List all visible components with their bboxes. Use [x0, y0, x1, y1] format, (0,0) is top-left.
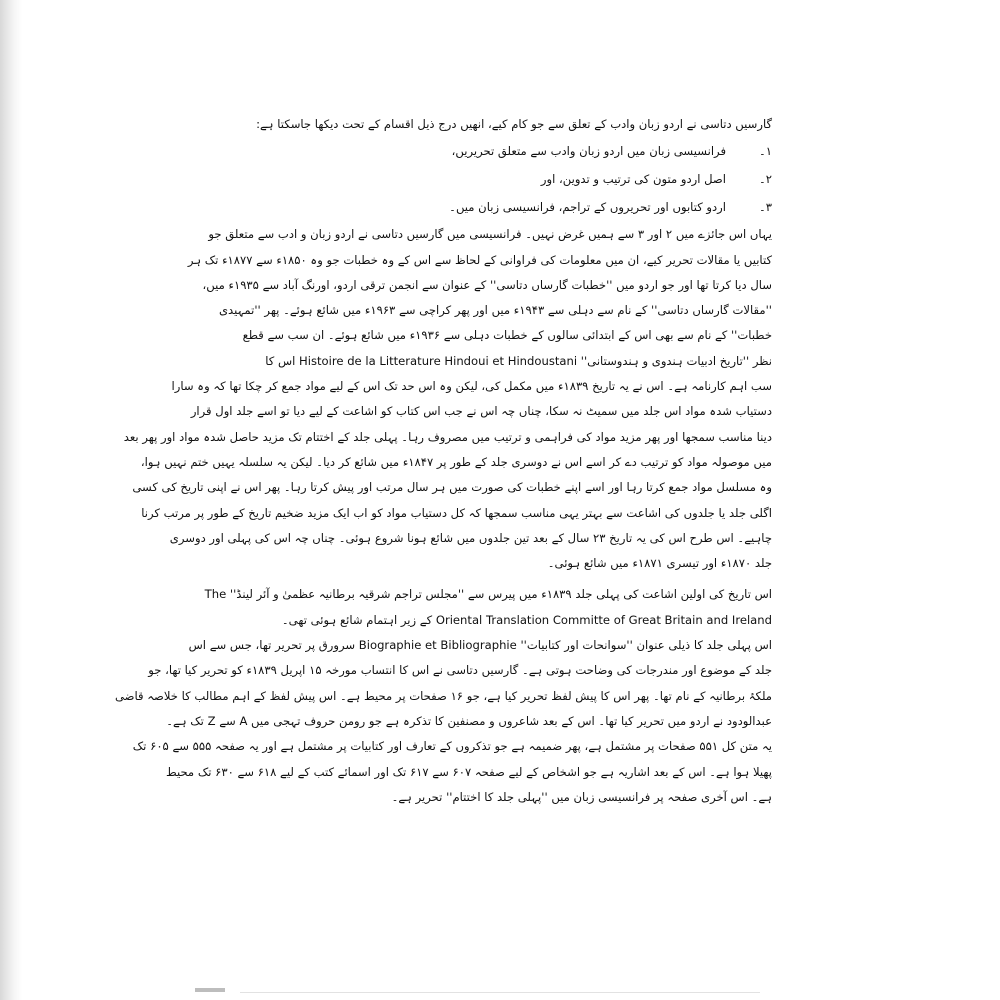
- list-number: ۲۔: [758, 172, 772, 187]
- list-item-text: اردو کتابوں اور تحریروں کے تراجم، فرانسیسی زبان میں۔: [449, 200, 726, 215]
- french-subtitle: Biographie et Bibliographie: [358, 638, 517, 653]
- urdu-fragment: کے زیر اہتمام شائع ہوئی تھی۔: [281, 612, 433, 627]
- urdu-fragment: نظر ''تاریخ ادبیات ہندوی و ہندوستانی'': [580, 353, 772, 368]
- urdu-fragment: اس تاریخ کی اولین اشاعت کی پہلی جلد ۱۸۳۹ء میں پیرس سے ''مجلس تراجم شرقیہ برطانیہ عظمیٰ و آئر لینڈ'': [229, 587, 772, 602]
- english-committee-name: Oriental Translation Committe of Great Britain and Ireland: [435, 612, 772, 627]
- french-title: Histoire de la Litterature Hindoui et Hindoustani: [299, 353, 578, 368]
- list-item: [236, 193, 772, 221]
- paragraph-line: ''مقالات گارساں دتاسی'' کے نام سے دہلی سے ۱۹۴۳ء میں اور پھر کراچی سے ۱۹۶۳ء میں شائع ہوئے۔ پھر ''تمہیدی: [218, 303, 772, 318]
- paragraph-line: اگلی جلد یا جلدوں کی اشاعت سے بہتر یہی مناسب سمجھا کہ کل دستیاب مواد کو اب ایک مزید ضخیم تاریخ کے طور پر مرتب کرنا: [141, 505, 772, 520]
- paragraph-line: جلد ۱۸۷۰ء اور تیسری ۱۸۷۱ء میں شائع ہوئی۔: [547, 556, 772, 571]
- list-item: [236, 137, 772, 165]
- english-fragment: The: [204, 587, 227, 602]
- list-item: [236, 165, 772, 193]
- paragraph-line: میں موصولہ مواد کو ترتیب دے کر اسے اس نے دوسری جلد کے طور پر ۱۸۴۷ء میں شائع کر دیا۔ لیکن یہ سلسلہ یہیں ختم نہیں ہوا،: [140, 454, 772, 469]
- list-item-text: اصل اردو متون کی ترتیب و تدوین، اور: [540, 172, 726, 187]
- urdu-fragment: سرورق پر تحریر تھا، جس سے اس: [188, 638, 356, 653]
- paragraph-line: ہے۔ اس آخری صفحہ پر فرانسیسی زبان میں ''پہلی جلد کا اختتام'' تحریر ہے۔: [391, 789, 772, 804]
- paragraph-line: ملکۂ برطانیہ کے نام تھا۔ پھر اس کا پیش لفظ تحریر کیا ہے، جو ۱۶ صفحات پر محیط ہے۔ اس پیش لفظ کے اہم مطالب کا خلاصہ قاضی: [114, 688, 772, 703]
- scan-artifact-mark: [195, 988, 225, 992]
- paragraph-line: کتابیں یا مقالات تحریر کیے، ان میں معلومات کی فراوانی کے لحاظ سے اس کے وہ خطبات جو وہ ۱۸۵۰ء سے ۱۸۷۷ء تک ہر: [187, 252, 772, 267]
- paragraph-line: دستیاب شدہ مواد اس جلد میں سمیٹ نہ سکا، چناں چہ اس نے جب اس کتاب کو اشاعت کے لیے دیا تو اسے جلد اول قرار: [190, 404, 772, 419]
- urdu-fragment: اس کا: [265, 353, 296, 368]
- urdu-text-block: [114, 112, 772, 810]
- paragraph-line-mixed: [236, 608, 772, 633]
- list-item-text: فرانسیسی زبان میں اردو زبان وادب سے متعلق تحریریں،: [451, 144, 726, 159]
- paragraph-line-mixed: [204, 582, 772, 607]
- paragraph-line: وہ مسلسل مواد جمع کرتا رہا اور اسے اپنے خطبات کی صورت میں ہر سال مرتب اور پیش کرتا رہا۔ پھر اس نے اپنی تاریخ کی کسی: [132, 480, 772, 495]
- intro-line: گارسیں دتاسی نے اردو زبان وادب کے تعلق سے جو کام کیے، انھیں درج ذیل اقسام کے تحت دیکھا جاسکتا ہے:: [256, 117, 772, 131]
- scan-artifact-line: [240, 992, 760, 993]
- paragraph-line-mixed: [188, 633, 772, 658]
- paragraph-line: چاہیے۔ اس طرح اس کی یہ تاریخ ۲۳ سال کے بعد تین جلدوں میں شائع ہونا شروع ہوئی۔ چناں چہ اس کی پہلی اور دوسری: [169, 530, 772, 545]
- paragraph-line: سب اہم کارنامہ ہے۔ اس نے یہ تاریخ ۱۸۳۹ء میں مکمل کی، لیکن وہ اس حد تک اس کے لیے مواد جمع کر چکا تھا کہ وہ سارا: [171, 379, 772, 394]
- paragraph-line: خطبات'' کے نام سے بھی اس کے ابتدائی سالوں کے خطبات دہلی سے ۱۹۳۶ء میں شائع ہوئے۔ ان سب سے قطع: [242, 328, 772, 343]
- paragraph-line: سال دیا کرتا تھا اور جو اردو میں ''خطبات گارساں دتاسی'' کے عنوان سے انجمن ترقی اردو، اورنگ آباد سے ۱۹۳۵ء میں،: [202, 277, 772, 292]
- paragraph-line: عبدالودود نے اردو میں تحریر کیا تھا۔ اس کے بعد شاعروں و مصنفین کا تذکرہ ہے جو رومن حروف تہجی میں A سے Z تک ہے۔: [166, 713, 772, 728]
- paragraph-line: پھیلا ہوا ہے۔ اس کے بعد اشاریہ ہے جو اشخاص کے لیے صفحہ ۶۰۷ سے ۶۱۷ تک اور اسمائے کتب کے لیے ۶۱۸ سے ۶۳۰ تک محیط: [165, 764, 772, 779]
- urdu-fragment: اس پہلی جلد کا ذیلی عنوان ''سوانحات اور کتابیات'': [520, 638, 772, 653]
- paragraph-line-mixed: [236, 349, 772, 374]
- paragraph-line: دینا مناسب سمجھا اور پھر مزید مواد کی فراہمی و ترتیب میں مصروف رہا۔ پہلی جلد کے اختتام تک مزید حاصل شدہ مواد اور پھر بعد: [123, 429, 772, 444]
- scan-shadow-edge: [0, 0, 22, 1000]
- paragraph-line: یہاں اس جائزے میں ۲ اور ۳ سے ہمیں غرض نہیں۔ فرانسیسی میں گارسیں دتاسی نے اردو زبان و ادب سے متعلق جو: [208, 227, 772, 242]
- paragraph-line: جلد کے موضوع اور مندرجات کی وضاحت ہوتی ہے۔ گارسیں دتاسی نے اس کا انتساب مورخہ ۱۵ اپریل ۱۸۳۹ء کو تحریر کیا تھا، جو: [148, 663, 772, 678]
- paragraph-line: یہ متن کل ۵۵۱ صفحات پر مشتمل ہے، پھر ضمیمہ ہے جو تذکروں کے تعارف اور کتابیات پر مشتمل ہے اور یہ صفحہ ۵۵۵ سے ۶۰۵ تک: [132, 739, 772, 754]
- list-number: ۳۔: [758, 200, 772, 215]
- list-number: ۱۔: [758, 144, 772, 159]
